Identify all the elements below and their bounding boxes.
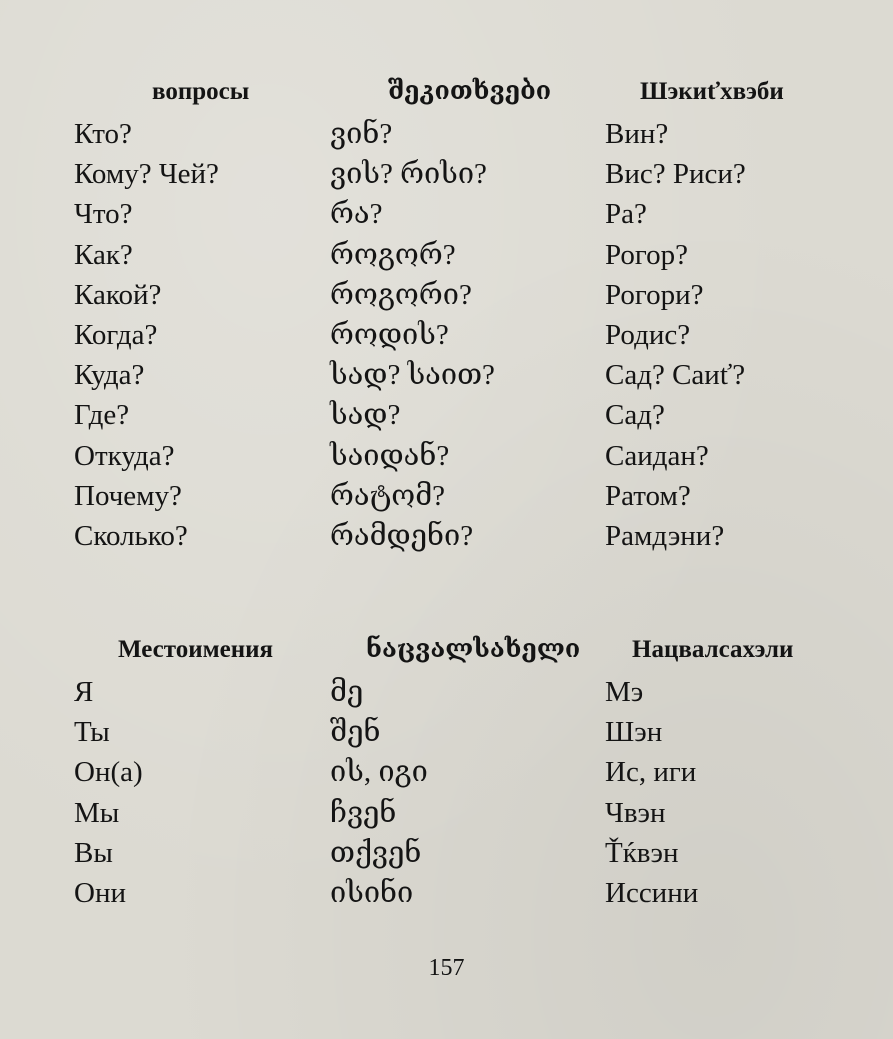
russian-word: Как? — [74, 238, 133, 271]
table-row — [0, 235, 893, 275]
russian-word: Ты — [74, 716, 110, 749]
table-row — [0, 833, 893, 873]
transliteration: Сад? Саиť? — [605, 359, 746, 392]
page-number: 157 — [428, 955, 465, 981]
transliteration: Рамдэни? — [605, 519, 725, 552]
georgian-word: სად? — [330, 399, 401, 432]
table-row — [0, 672, 893, 712]
georgian-word: ვის? რისი? — [330, 158, 487, 191]
russian-word: Где? — [74, 399, 130, 432]
table-row — [0, 793, 893, 833]
russian-word: Вы — [74, 836, 113, 869]
georgian-word: ისინი — [330, 876, 414, 909]
georgian-word: საიდან? — [330, 439, 450, 472]
transliteration: Чвэн — [605, 796, 666, 829]
georgian-word: რატომ? — [330, 479, 446, 512]
transliteration: Саидан? — [605, 439, 709, 472]
pronouns-table — [0, 628, 893, 913]
pronouns-rows — [0, 672, 893, 913]
georgian-word: მე — [330, 676, 364, 708]
georgian-word: რა? — [330, 198, 383, 231]
questions-header-georgian: შეკითხვები — [388, 78, 552, 105]
questions-rows — [0, 114, 893, 556]
russian-word: Я — [74, 676, 94, 708]
russian-word: Кто? — [74, 118, 132, 150]
transliteration: Ис, иги — [605, 756, 697, 789]
georgian-word: ვინ? — [330, 118, 393, 150]
transliteration: Рогор? — [605, 238, 688, 271]
russian-word: Почему? — [74, 479, 182, 512]
table-row — [0, 873, 893, 913]
transliteration: Иссини — [605, 876, 699, 909]
table-row — [0, 752, 893, 792]
russian-word: Что? — [74, 198, 133, 231]
russian-word: Они — [74, 876, 126, 909]
table-row — [0, 275, 893, 315]
georgian-word: ის, იგი — [330, 756, 428, 789]
russian-word: Сколько? — [74, 519, 188, 552]
table-row — [0, 194, 893, 234]
georgian-word: როგორ? — [330, 238, 456, 271]
transliteration: Сад? — [605, 399, 665, 432]
table-row — [0, 476, 893, 516]
table-row — [0, 516, 893, 556]
table-row — [0, 436, 893, 476]
georgian-word: როდის? — [330, 318, 449, 351]
georgian-word: ჩვენ — [330, 796, 397, 829]
russian-word: Куда? — [74, 359, 145, 392]
georgian-word: თქვენ — [330, 836, 422, 869]
table-row — [0, 315, 893, 355]
transliteration: Вин? — [605, 118, 669, 150]
georgian-word: რამდენი? — [330, 519, 474, 552]
transliteration: Ратом? — [605, 479, 691, 512]
pronouns-header-russian: Местоимения — [118, 636, 274, 663]
table-row — [0, 712, 893, 752]
pronouns-header-row — [0, 628, 893, 672]
transliteration: Шэн — [605, 716, 663, 749]
table-row — [0, 395, 893, 435]
transliteration: Вис? Риси? — [605, 158, 746, 191]
russian-word: Какой? — [74, 278, 162, 311]
russian-word: Когда? — [74, 318, 158, 351]
georgian-word: როგორი? — [330, 278, 472, 311]
table-row — [0, 114, 893, 154]
pronouns-header-georgian: ნაცვალსახელი — [366, 636, 581, 663]
table-row — [0, 154, 893, 194]
questions-header-transliteration: Шэкиťхвэби — [640, 78, 784, 105]
pronouns-header-transliteration: Нацвалсахэли — [632, 636, 794, 663]
georgian-word: სად? საით? — [330, 359, 495, 392]
russian-word: Он(а) — [74, 756, 143, 789]
russian-word: Откуда? — [74, 439, 175, 472]
questions-header-row — [0, 70, 893, 114]
questions-header-russian: вопросы — [152, 78, 250, 105]
table-row — [0, 355, 893, 395]
transliteration: Ра? — [605, 198, 647, 231]
transliteration: Ťќвэн — [605, 836, 679, 869]
russian-word: Кому? Чей? — [74, 158, 219, 191]
transliteration: Рогори? — [605, 278, 704, 311]
georgian-word: შენ — [330, 716, 381, 749]
transliteration: Родис? — [605, 318, 691, 351]
transliteration: Мэ — [605, 676, 644, 708]
questions-table — [0, 70, 893, 556]
russian-word: Мы — [74, 796, 120, 829]
